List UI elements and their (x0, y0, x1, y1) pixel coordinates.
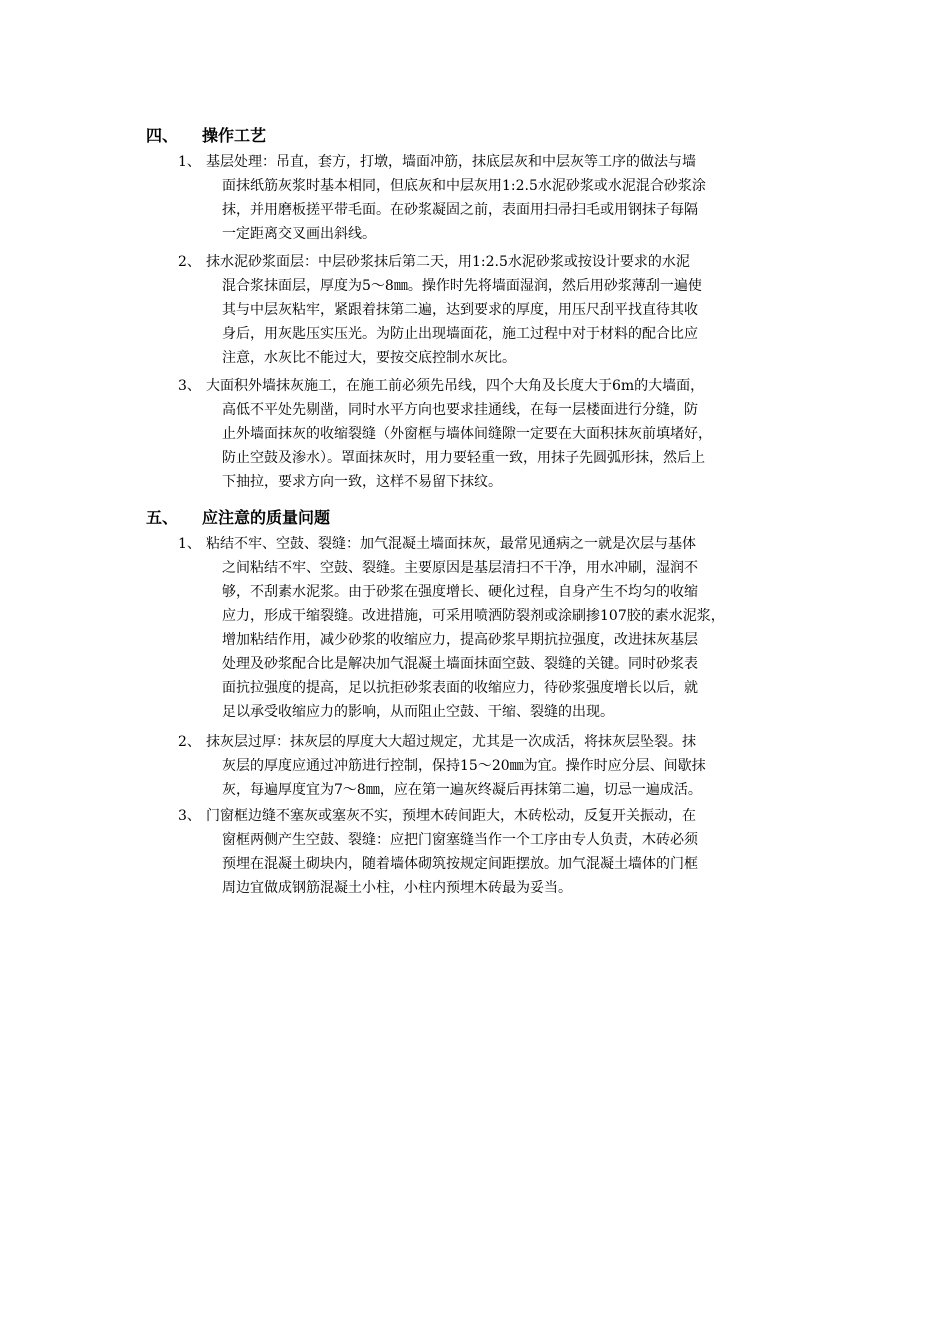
item-text (206, 374, 828, 494)
list-item (178, 250, 828, 370)
item-number: 3、 (178, 808, 201, 824)
text-line: 防止空鼓及渗水）。罩面抹灰时，用力要轻重一致，用抹子先圆弧形抹，然后上 (222, 450, 705, 466)
item-number: 2、 (178, 254, 201, 270)
text-line: 增加粘结作用，减少砂浆的收缩应力，提高砂浆早期抗拉强度，改进抹灰基层 (222, 632, 698, 648)
list-item (178, 804, 828, 900)
text-line: 身后，用灰匙压实压光。为防止出现墙面花，施工过程中对于材料的配合比应 (222, 326, 698, 342)
item-number: 1、 (178, 536, 201, 552)
section-heading-4 (146, 126, 266, 146)
text-line: 抹灰层过厚：抹灰层的厚度大大超过规定，尤其是一次成活，将抹灰层坠裂。抹 (206, 734, 696, 750)
text-line: 足以承受收缩应力的影响，从而阻止空鼓、干缩、裂缝的出现。 (222, 704, 614, 720)
text-line: 面抗拉强度的提高，足以抗拒砂浆表面的收缩应力，待砂浆强度增长以后，就 (222, 680, 698, 696)
text-line: 灰层的厚度应通过冲筋进行控制，保持15～20㎜为宜。操作时应分层、间歇抹 (222, 758, 706, 774)
text-line: 混合浆抹面层，厚度为5～8㎜。操作时先将墙面湿润，然后用砂浆薄刮一遍使 (222, 278, 702, 294)
text-line: 处理及砂浆配合比是解决加气混凝土墙面抹面空鼓、裂缝的关键。同时砂浆表 (222, 656, 698, 672)
text-line: 注意，水灰比不能过大，要按交底控制水灰比。 (222, 350, 516, 366)
text-line: 基层处理：吊直，套方，打墩，墙面冲筋，抹底层灰和中层灰等工序的做法与墙 (206, 154, 696, 170)
item-text (206, 150, 828, 246)
section-number: 五、 (146, 508, 179, 527)
section-heading-5 (146, 508, 330, 528)
text-line: 粘结不牢、空鼓、裂缝：加气混凝土墙面抹灰，最常见通病之一就是次层与基体 (206, 536, 696, 552)
text-line: 抹水泥砂浆面层：中层砂浆抹后第二天，用1:2.5水泥砂浆或按设计要求的水泥 (206, 254, 690, 270)
item-number: 1、 (178, 154, 201, 170)
item-number: 3、 (178, 378, 201, 394)
text-line: 灰，每遍厚度宜为7～8㎜，应在第一遍灰终凝后再抹第二遍，切忌一遍成活。 (222, 782, 702, 798)
section-title: 应注意的质量问题 (202, 508, 331, 527)
text-line: 周边宜做成钢筋混凝土小柱，小柱内预埋木砖最为妥当。 (222, 880, 572, 896)
item-text (206, 804, 828, 900)
text-line: 应力，形成干缩裂缝。改进措施，可采用喷洒防裂剂或涂刷掺107胶的素水泥浆， (222, 608, 725, 624)
text-line: 一定距离交叉画出斜线。 (222, 226, 376, 242)
item-text (206, 730, 828, 802)
item-number: 2、 (178, 734, 201, 750)
text-line: 抹，并用磨板搓平带毛面。在砂浆凝固之前，表面用扫帚扫毛或用钢抹子每隔 (222, 202, 698, 218)
item-text (206, 532, 828, 724)
section-number: 四、 (146, 126, 179, 145)
text-line: 止外墙面抹灰的收缩裂缝（外窗框与墙体间缝隙一定要在大面积抹灰前填堵好， (222, 426, 712, 442)
item-text (206, 250, 828, 370)
list-item (178, 374, 828, 494)
list-item (178, 532, 828, 724)
list-item (178, 730, 828, 802)
text-line: 高低不平处先剔凿，同时水平方向也要求挂通线，在每一层楼面进行分缝，防 (222, 402, 698, 418)
text-line: 面抹纸筋灰浆时基本相同，但底灰和中层灰用1:2.5水泥砂浆或水泥混合砂浆涂 (222, 178, 706, 194)
text-line: 大面积外墙抹灰施工，在施工前必须先吊线，四个大角及长度大于6m的大墙面， (206, 378, 705, 394)
list-item (178, 150, 828, 246)
section-title: 操作工艺 (202, 126, 267, 145)
text-line: 之间粘结不牢、空鼓、裂缝。主要原因是基层清扫不干净，用水冲刷，湿润不 (222, 560, 698, 576)
text-line: 下抽拉，要求方向一致，这样不易留下抹纹。 (222, 474, 502, 490)
text-line: 窗框两侧产生空鼓、裂缝：应把门窗塞缝当作一个工序由专人负责，木砖必须 (222, 832, 698, 848)
text-line: 够，不刮素水泥浆。由于砂浆在强度增长、硬化过程，自身产生不均匀的收缩 (222, 584, 698, 600)
text-line: 预埋在混凝土砌块内，随着墙体砌筑按规定间距摆放。加气混凝土墙体的门框 (222, 856, 698, 872)
text-line: 门窗框边缝不塞灰或塞灰不实，预埋木砖间距大，木砖松动，反复开关振动，在 (206, 808, 696, 824)
text-line: 其与中层灰粘牢，紧跟着抹第二遍，达到要求的厚度，用压尺刮平找直待其收 (222, 302, 698, 318)
